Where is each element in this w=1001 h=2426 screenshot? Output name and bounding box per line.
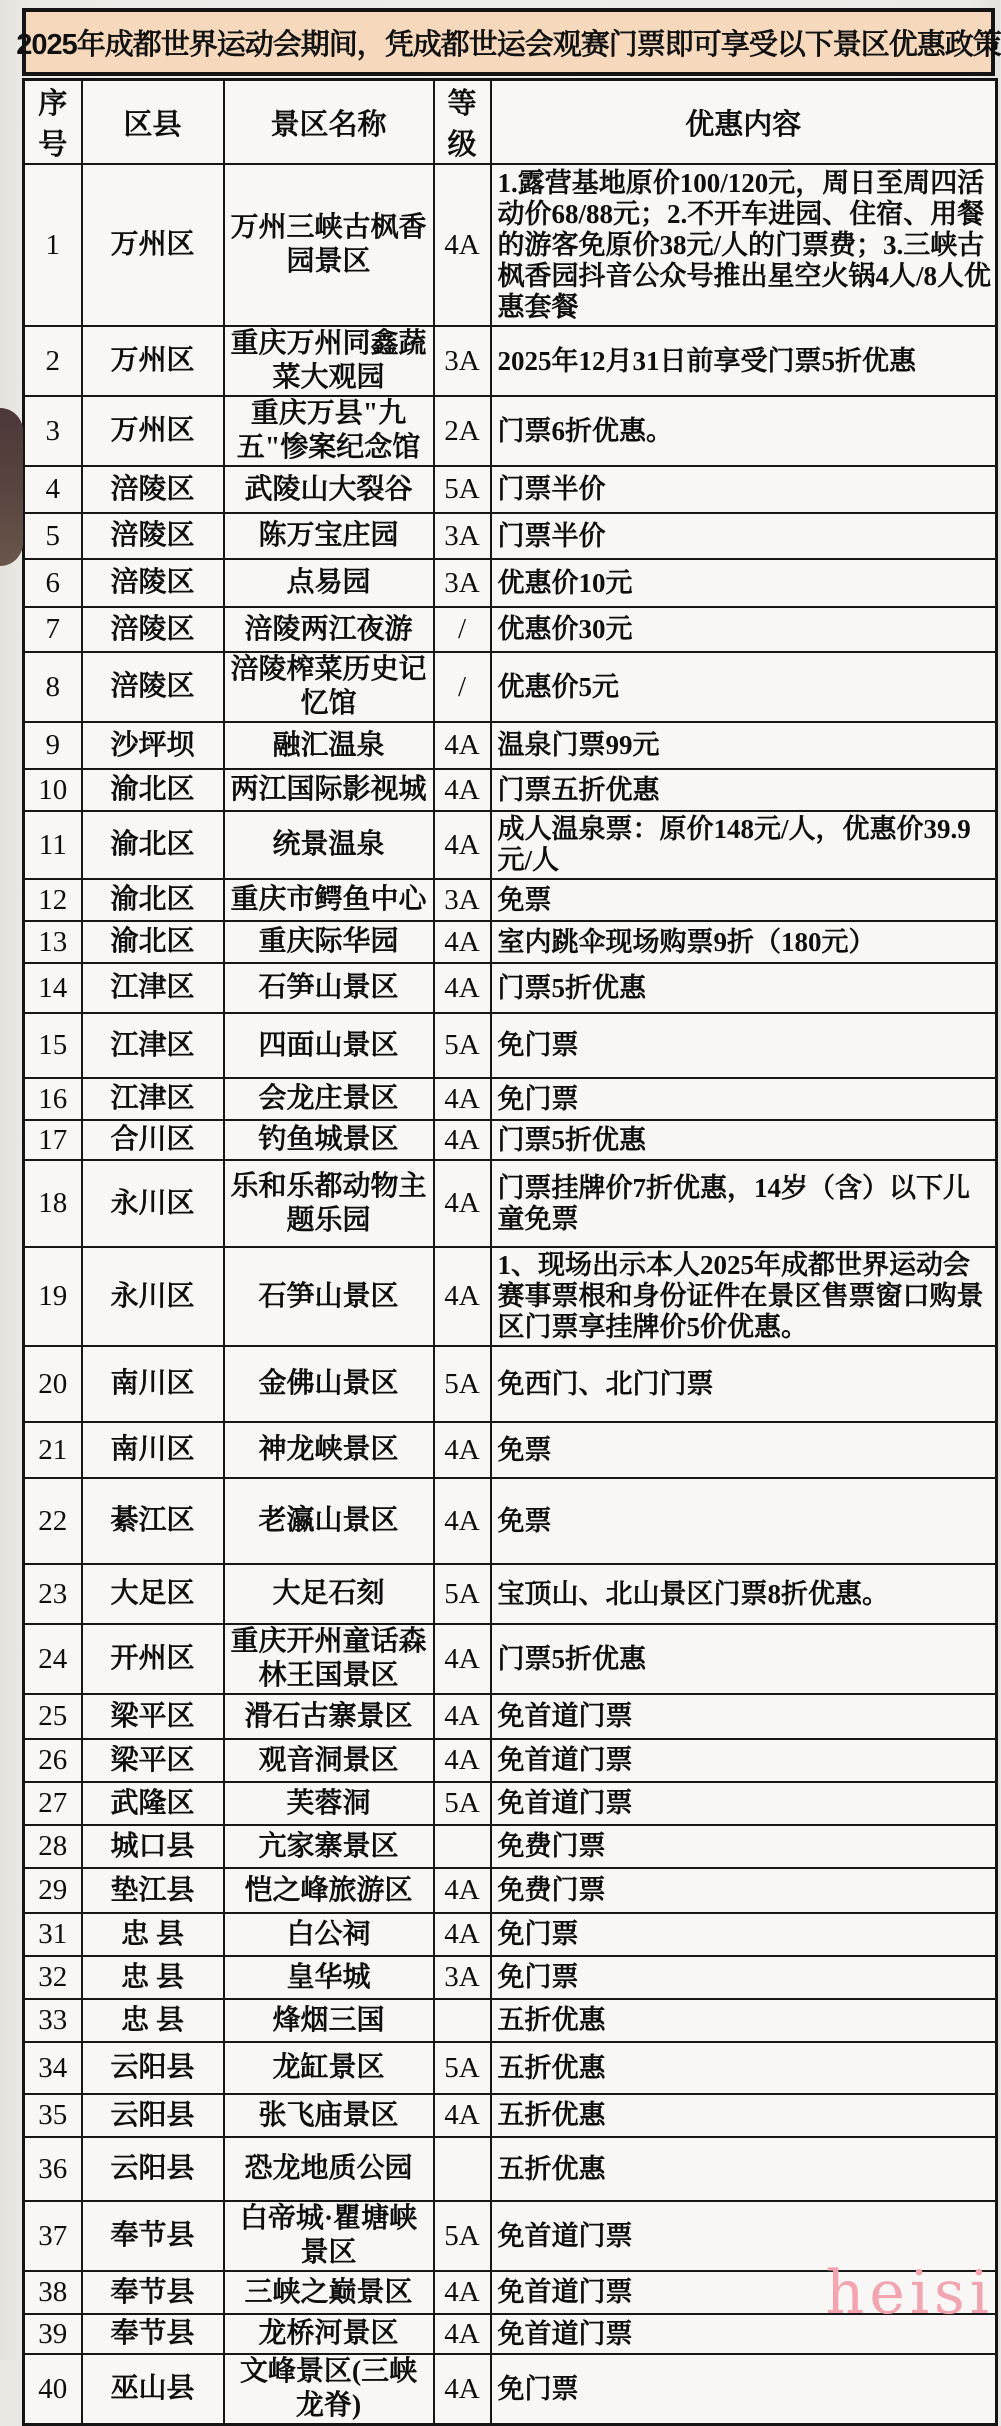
table-row xyxy=(24,1160,997,1247)
cell-name: 亢家寨景区 xyxy=(224,1825,434,1868)
cell-no: 8 xyxy=(24,652,82,722)
cell-grade: 4A xyxy=(434,2354,491,2425)
cell-no: 10 xyxy=(24,769,82,811)
table-row xyxy=(24,921,997,963)
cell-district: 江津区 xyxy=(82,1013,224,1078)
table-row xyxy=(24,1478,997,1564)
table-row xyxy=(24,1078,997,1120)
table-row xyxy=(24,722,997,769)
cell-offer: 门票半价 xyxy=(491,513,997,559)
cell-no: 40 xyxy=(24,2354,82,2425)
cell-name: 万州三峡古枫香园景区 xyxy=(224,164,434,326)
cell-name: 神龙峡景区 xyxy=(224,1422,434,1478)
table-row xyxy=(24,879,997,921)
cell-name: 石笋山景区 xyxy=(224,963,434,1013)
table-row xyxy=(24,2137,997,2201)
cell-grade: / xyxy=(434,652,491,722)
cell-district: 开州区 xyxy=(82,1624,224,1694)
cell-name: 芙蓉洞 xyxy=(224,1782,434,1825)
cell-district: 梁平区 xyxy=(82,1694,224,1739)
cell-district: 南川区 xyxy=(82,1422,224,1478)
table-row xyxy=(24,396,997,466)
cell-offer: 免票 xyxy=(491,879,997,921)
cell-grade: 4A xyxy=(434,1160,491,1247)
cell-grade: 4A xyxy=(434,811,491,879)
cell-no: 34 xyxy=(24,2042,82,2094)
cell-offer: 门票5折优惠 xyxy=(491,963,997,1013)
cell-offer: 免门票 xyxy=(491,1956,997,1999)
cell-no: 32 xyxy=(24,1956,82,1999)
cell-no: 24 xyxy=(24,1624,82,1694)
cell-grade: 4A xyxy=(434,1868,491,1913)
table-row xyxy=(24,1739,997,1782)
cell-district: 江津区 xyxy=(82,1078,224,1120)
cell-offer: 1、现场出示本人2025年成都世界运动会赛事票根和身份证件在景区售票窗口购景区门票享挂牌价5价优惠。 xyxy=(491,1247,997,1346)
table-row xyxy=(24,1564,997,1624)
cell-offer: 五折优惠 xyxy=(491,2137,997,2201)
cell-name: 四面山景区 xyxy=(224,1013,434,1078)
header-row xyxy=(24,80,997,165)
cell-offer: 成人温泉票：原价148元/人，优惠价39.9元/人 xyxy=(491,811,997,879)
cell-name: 乐和乐都动物主题乐园 xyxy=(224,1160,434,1247)
table-row xyxy=(24,769,997,811)
cell-no: 31 xyxy=(24,1913,82,1956)
cell-district: 綦江区 xyxy=(82,1478,224,1564)
cell-district: 渝北区 xyxy=(82,769,224,811)
cell-grade: 4A xyxy=(434,164,491,326)
cell-district: 垫江县 xyxy=(82,1868,224,1913)
cell-district: 忠 县 xyxy=(82,1913,224,1956)
cell-name: 恺之峰旅游区 xyxy=(224,1868,434,1913)
table-row xyxy=(24,1624,997,1694)
cell-offer: 免门票 xyxy=(491,1913,997,1956)
cell-grade: 5A xyxy=(434,1346,491,1422)
cell-name: 金佛山景区 xyxy=(224,1346,434,1422)
cell-district: 涪陵区 xyxy=(82,559,224,607)
cell-grade: 4A xyxy=(434,1694,491,1739)
cell-no: 4 xyxy=(24,466,82,513)
cell-no: 21 xyxy=(24,1422,82,1478)
cell-no: 27 xyxy=(24,1782,82,1825)
cell-name: 重庆市鳄鱼中心 xyxy=(224,879,434,921)
cell-district: 渝北区 xyxy=(82,811,224,879)
table-row xyxy=(24,1013,997,1078)
cell-district: 奉节县 xyxy=(82,2271,224,2314)
cell-no: 15 xyxy=(24,1013,82,1078)
cell-name: 张飞庙景区 xyxy=(224,2094,434,2137)
cell-offer: 宝顶山、北山景区门票8折优惠。 xyxy=(491,1564,997,1624)
cell-district: 涪陵区 xyxy=(82,607,224,652)
cell-offer: 免票 xyxy=(491,1478,997,1564)
table-row xyxy=(24,607,997,652)
cell-name: 重庆万州同鑫蔬菜大观园 xyxy=(224,326,434,396)
cell-name: 重庆开州童话森林王国景区 xyxy=(224,1624,434,1694)
cell-grade: 5A xyxy=(434,2201,491,2271)
cell-name: 文峰景区(三峡龙脊) xyxy=(224,2354,434,2425)
cell-offer: 五折优惠 xyxy=(491,1999,997,2042)
cell-no: 16 xyxy=(24,1078,82,1120)
cell-no: 35 xyxy=(24,2094,82,2137)
cell-grade: 5A xyxy=(434,1013,491,1078)
cell-district: 渝北区 xyxy=(82,879,224,921)
cell-no: 2 xyxy=(24,326,82,396)
table-row xyxy=(24,1956,997,1999)
cell-offer: 优惠价10元 xyxy=(491,559,997,607)
cell-offer: 2025年12月31日前享受门票5折优惠 xyxy=(491,326,997,396)
cell-name: 龙桥河景区 xyxy=(224,2314,434,2354)
cell-district: 万州区 xyxy=(82,164,224,326)
cell-offer: 免西门、北门门票 xyxy=(491,1346,997,1422)
cell-no: 13 xyxy=(24,921,82,963)
cell-name: 重庆万县"九五"惨案纪念馆 xyxy=(224,396,434,466)
cell-no: 25 xyxy=(24,1694,82,1739)
cell-district: 沙坪坝 xyxy=(82,722,224,769)
column-header: 序号 xyxy=(24,80,82,165)
column-header: 优惠内容 xyxy=(491,80,997,165)
cell-grade: 3A xyxy=(434,1956,491,1999)
cell-grade: 5A xyxy=(434,2042,491,2094)
cell-district: 云阳县 xyxy=(82,2094,224,2137)
cell-no: 33 xyxy=(24,1999,82,2042)
cell-district: 涪陵区 xyxy=(82,652,224,722)
cell-no: 9 xyxy=(24,722,82,769)
cell-offer: 门票5折优惠 xyxy=(491,1120,997,1160)
cell-name: 两江国际影视城 xyxy=(224,769,434,811)
cell-no: 11 xyxy=(24,811,82,879)
cell-offer: 免首道门票 xyxy=(491,1782,997,1825)
cell-offer: 免首道门票 xyxy=(491,2271,997,2314)
cell-offer: 优惠价30元 xyxy=(491,607,997,652)
cell-district: 永川区 xyxy=(82,1160,224,1247)
cell-district: 忠 县 xyxy=(82,1999,224,2042)
table-row xyxy=(24,2094,997,2137)
cell-offer: 免首道门票 xyxy=(491,1694,997,1739)
cell-district: 大足区 xyxy=(82,1564,224,1624)
cell-offer: 免门票 xyxy=(491,2354,997,2425)
cell-district: 忠 县 xyxy=(82,1956,224,1999)
cell-grade xyxy=(434,1825,491,1868)
cell-grade: 4A xyxy=(434,921,491,963)
cell-name: 白公祠 xyxy=(224,1913,434,1956)
table-row xyxy=(24,466,997,513)
cell-grade: 4A xyxy=(434,1247,491,1346)
cell-grade: 5A xyxy=(434,1564,491,1624)
table-row xyxy=(24,1825,997,1868)
cell-name: 观音洞景区 xyxy=(224,1739,434,1782)
column-header: 景区名称 xyxy=(224,80,434,165)
cell-district: 渝北区 xyxy=(82,921,224,963)
cell-name: 武陵山大裂谷 xyxy=(224,466,434,513)
cell-name: 石笋山景区 xyxy=(224,1247,434,1346)
cell-name: 重庆际华园 xyxy=(224,921,434,963)
cell-no: 37 xyxy=(24,2201,82,2271)
cell-grade: 3A xyxy=(434,326,491,396)
table-body xyxy=(24,164,997,2425)
cell-no: 1 xyxy=(24,164,82,326)
cell-grade: 4A xyxy=(434,1624,491,1694)
cell-name: 皇华城 xyxy=(224,1956,434,1999)
cell-district: 城口县 xyxy=(82,1825,224,1868)
cell-no: 12 xyxy=(24,879,82,921)
cell-grade: 4A xyxy=(434,1478,491,1564)
cell-district: 江津区 xyxy=(82,963,224,1013)
cell-offer: 免首道门票 xyxy=(491,2201,997,2271)
cell-no: 5 xyxy=(24,513,82,559)
cell-no: 22 xyxy=(24,1478,82,1564)
cell-no: 3 xyxy=(24,396,82,466)
cell-offer: 门票5折优惠 xyxy=(491,1624,997,1694)
cell-name: 统景温泉 xyxy=(224,811,434,879)
cell-district: 武隆区 xyxy=(82,1782,224,1825)
cell-name: 会龙庄景区 xyxy=(224,1078,434,1120)
cell-offer: 门票半价 xyxy=(491,466,997,513)
cell-no: 19 xyxy=(24,1247,82,1346)
cell-no: 14 xyxy=(24,963,82,1013)
cell-no: 36 xyxy=(24,2137,82,2201)
cell-name: 烽烟三国 xyxy=(224,1999,434,2042)
table-row xyxy=(24,1782,997,1825)
cell-grade xyxy=(434,2137,491,2201)
cell-no: 38 xyxy=(24,2271,82,2314)
table-row xyxy=(24,1694,997,1739)
cell-grade: 4A xyxy=(434,1422,491,1478)
cell-name: 恐龙地质公园 xyxy=(224,2137,434,2201)
cell-district: 奉节县 xyxy=(82,2314,224,2354)
table-row xyxy=(24,1346,997,1422)
cell-offer: 免门票 xyxy=(491,1013,997,1078)
cell-grade: 4A xyxy=(434,2271,491,2314)
cell-name: 点易园 xyxy=(224,559,434,607)
cell-grade: 5A xyxy=(434,1782,491,1825)
cell-grade: 4A xyxy=(434,769,491,811)
cell-name: 白帝城·瞿塘峡景区 xyxy=(224,2201,434,2271)
cell-no: 23 xyxy=(24,1564,82,1624)
cell-offer: 免票 xyxy=(491,1422,997,1478)
cell-offer: 五折优惠 xyxy=(491,2042,997,2094)
cell-offer: 免首道门票 xyxy=(491,2314,997,2354)
cell-district: 永川区 xyxy=(82,1247,224,1346)
cell-grade: 4A xyxy=(434,2094,491,2137)
cell-offer: 室内跳伞现场购票9折（180元） xyxy=(491,921,997,963)
cell-no: 17 xyxy=(24,1120,82,1160)
cell-grade: 4A xyxy=(434,1120,491,1160)
cell-grade: 3A xyxy=(434,559,491,607)
cell-offer: 优惠价5元 xyxy=(491,652,997,722)
column-header: 等级 xyxy=(434,80,491,165)
cell-grade: 5A xyxy=(434,466,491,513)
cell-no: 7 xyxy=(24,607,82,652)
left-edge-decoration xyxy=(0,408,23,566)
cell-offer: 免首道门票 xyxy=(491,1739,997,1782)
table-row xyxy=(24,811,997,879)
cell-district: 南川区 xyxy=(82,1346,224,1422)
cell-name: 龙缸景区 xyxy=(224,2042,434,2094)
page-title: 2025年成都世界运动会期间，凭成都世运会观赛门票即可享受以下景区优惠政策 xyxy=(22,8,995,76)
cell-name: 钓鱼城景区 xyxy=(224,1120,434,1160)
table-row xyxy=(24,1422,997,1478)
cell-grade: 4A xyxy=(434,2314,491,2354)
cell-no: 39 xyxy=(24,2314,82,2354)
column-header: 区县 xyxy=(82,80,224,165)
cell-grade: 4A xyxy=(434,1739,491,1782)
cell-offer: 1.露营基地原价100/120元，周日至周四活动价68/88元；2.不开车进园、住宿、用餐的游客免原价38元/人的门票费；3.三峡古枫香园抖音公众号推出星空火锅4人/8人优惠套餐 xyxy=(491,164,997,326)
cell-name: 涪陵两江夜游 xyxy=(224,607,434,652)
cell-grade: / xyxy=(434,607,491,652)
cell-offer: 五折优惠 xyxy=(491,2094,997,2137)
cell-no: 29 xyxy=(24,1868,82,1913)
table-row xyxy=(24,1247,997,1346)
cell-name: 滑石古寨景区 xyxy=(224,1694,434,1739)
cell-offer: 免门票 xyxy=(491,1078,997,1120)
cell-grade: 4A xyxy=(434,722,491,769)
table-row xyxy=(24,2354,997,2425)
cell-offer: 温泉门票99元 xyxy=(491,722,997,769)
watermark-text: heisi xyxy=(825,2258,994,2328)
cell-district: 合川区 xyxy=(82,1120,224,1160)
cell-district: 奉节县 xyxy=(82,2201,224,2271)
cell-name: 涪陵榨菜历史记忆馆 xyxy=(224,652,434,722)
table-row xyxy=(24,559,997,607)
table-row xyxy=(24,1868,997,1913)
cell-grade: 3A xyxy=(434,513,491,559)
cell-grade xyxy=(434,1999,491,2042)
cell-district: 涪陵区 xyxy=(82,513,224,559)
cell-district: 涪陵区 xyxy=(82,466,224,513)
cell-offer: 免费门票 xyxy=(491,1868,997,1913)
cell-name: 大足石刻 xyxy=(224,1564,434,1624)
offers-table xyxy=(22,78,998,2426)
cell-grade: 3A xyxy=(434,879,491,921)
cell-district: 巫山县 xyxy=(82,2354,224,2425)
cell-name: 融汇温泉 xyxy=(224,722,434,769)
table-row xyxy=(24,1999,997,2042)
table-row xyxy=(24,963,997,1013)
table-row xyxy=(24,1913,997,1956)
cell-no: 28 xyxy=(24,1825,82,1868)
cell-grade: 4A xyxy=(434,1913,491,1956)
table-row xyxy=(24,2042,997,2094)
cell-name: 老瀛山景区 xyxy=(224,1478,434,1564)
cell-no: 6 xyxy=(24,559,82,607)
cell-no: 26 xyxy=(24,1739,82,1782)
table-row xyxy=(24,164,997,326)
cell-grade: 4A xyxy=(434,1078,491,1120)
table-row xyxy=(24,326,997,396)
cell-district: 万州区 xyxy=(82,326,224,396)
cell-offer: 免费门票 xyxy=(491,1825,997,1868)
cell-district: 云阳县 xyxy=(82,2137,224,2201)
cell-no: 20 xyxy=(24,1346,82,1422)
cell-offer: 门票挂牌价7折优惠，14岁（含）以下儿童免票 xyxy=(491,1160,997,1247)
cell-district: 万州区 xyxy=(82,396,224,466)
table-row xyxy=(24,1120,997,1160)
cell-grade: 2A xyxy=(434,396,491,466)
cell-grade: 4A xyxy=(434,963,491,1013)
cell-offer: 门票6折优惠。 xyxy=(491,396,997,466)
cell-district: 云阳县 xyxy=(82,2042,224,2094)
cell-district: 梁平区 xyxy=(82,1739,224,1782)
cell-offer: 门票五折优惠 xyxy=(491,769,997,811)
table-row xyxy=(24,513,997,559)
table-row xyxy=(24,652,997,722)
cell-name: 陈万宝庄园 xyxy=(224,513,434,559)
cell-no: 18 xyxy=(24,1160,82,1247)
cell-name: 三峡之巅景区 xyxy=(224,2271,434,2314)
